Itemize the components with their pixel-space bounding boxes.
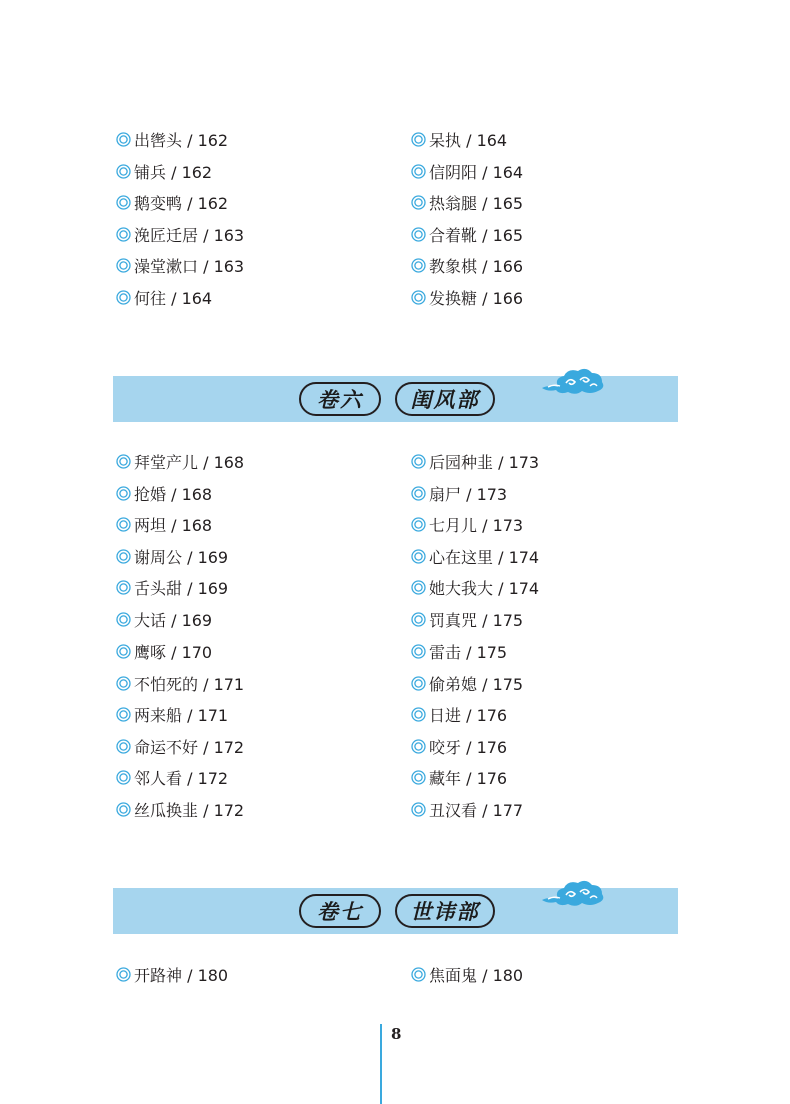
toc-entry-label: 藏年 / 176 (429, 768, 508, 788)
double-circle-icon (116, 707, 131, 722)
double-circle-icon (116, 258, 131, 273)
double-circle-icon (411, 802, 426, 817)
toc-entry[interactable] (411, 512, 523, 536)
section-header-6 (113, 376, 678, 422)
double-circle-icon (116, 517, 131, 532)
toc-entry[interactable] (411, 159, 523, 183)
toc-entry[interactable] (116, 671, 244, 695)
toc-entry[interactable] (411, 253, 523, 277)
page-number: 8 (391, 1025, 402, 1043)
toc-entry-label: 鹰啄 / 170 (134, 642, 213, 662)
toc-entry[interactable] (411, 127, 507, 151)
toc-entry[interactable] (116, 190, 228, 214)
toc-entry[interactable] (411, 639, 507, 663)
section-volume-label: 卷七 (299, 894, 381, 928)
toc-entry[interactable] (116, 512, 212, 536)
toc-entry[interactable] (116, 449, 244, 473)
toc-entry-label: 浼匠迁居 / 163 (134, 225, 245, 245)
double-circle-icon (116, 676, 131, 691)
toc-entry[interactable] (116, 253, 244, 277)
double-circle-icon (411, 195, 426, 210)
toc-entry-label: 呆执 / 164 (429, 130, 508, 150)
toc-entry[interactable] (411, 607, 523, 631)
double-circle-icon (116, 132, 131, 147)
double-circle-icon (116, 454, 131, 469)
double-circle-icon (116, 644, 131, 659)
double-circle-icon (116, 612, 131, 627)
toc-entry[interactable] (411, 797, 523, 821)
double-circle-icon (411, 517, 426, 532)
toc-entry[interactable] (116, 222, 244, 246)
toc-entry[interactable] (116, 702, 228, 726)
toc-entry-label: 两坦 / 168 (134, 515, 213, 535)
toc-entry-label: 舌头甜 / 169 (134, 578, 229, 598)
toc-entry-label: 出辔头 / 162 (134, 130, 229, 150)
toc-entry-label: 鹅变鸭 / 162 (134, 193, 229, 213)
double-circle-icon (411, 707, 426, 722)
toc-entry-label: 开路神 / 180 (134, 965, 229, 985)
section-volume-label: 卷六 (299, 382, 381, 416)
toc-entry-label: 合着靴 / 165 (429, 225, 524, 245)
double-circle-icon (116, 227, 131, 242)
double-circle-icon (411, 164, 426, 179)
double-circle-icon (116, 486, 131, 501)
toc-entry-label: 焦面鬼 / 180 (429, 965, 524, 985)
double-circle-icon (411, 132, 426, 147)
toc-entry-label: 何往 / 164 (134, 288, 213, 308)
toc-entry[interactable] (116, 765, 228, 789)
double-circle-icon (411, 486, 426, 501)
section-title: 世讳部 (395, 894, 495, 928)
section-header-7 (113, 888, 678, 934)
section-title: 闺风部 (395, 382, 495, 416)
double-circle-icon (411, 290, 426, 305)
double-circle-icon (116, 164, 131, 179)
toc-entry-label: 丝瓜换韭 / 172 (134, 800, 245, 820)
double-circle-icon (116, 580, 131, 595)
page-number-rule (380, 1024, 382, 1104)
toc-entry[interactable] (116, 734, 244, 758)
double-circle-icon (411, 549, 426, 564)
toc-entry[interactable] (411, 671, 523, 695)
toc-entry[interactable] (411, 449, 539, 473)
toc-entry[interactable] (116, 127, 228, 151)
double-circle-icon (116, 967, 131, 982)
toc-entry[interactable] (411, 285, 523, 309)
double-circle-icon (116, 770, 131, 785)
toc-entry-label: 心在这里 / 174 (429, 547, 540, 567)
toc-entry-label: 拜堂产儿 / 168 (134, 452, 245, 472)
toc-entry[interactable] (116, 639, 212, 663)
toc-entry[interactable] (116, 607, 212, 631)
toc-entry-label: 大话 / 169 (134, 610, 213, 630)
toc-entry-label: 咬牙 / 176 (429, 737, 508, 757)
toc-entry-label: 偷弟媳 / 175 (429, 674, 524, 694)
toc-entry-label: 教象棋 / 166 (429, 256, 524, 276)
toc-entry-label: 抢婚 / 168 (134, 484, 213, 504)
toc-entry[interactable] (116, 285, 212, 309)
toc-entry[interactable] (116, 481, 212, 505)
toc-entry[interactable] (116, 544, 228, 568)
double-circle-icon (411, 770, 426, 785)
toc-entry-label: 谢周公 / 169 (134, 547, 229, 567)
double-circle-icon (411, 454, 426, 469)
double-circle-icon (411, 227, 426, 242)
toc-entry-label: 热翁腿 / 165 (429, 193, 524, 213)
toc-entry[interactable] (116, 159, 212, 183)
toc-entry-label: 扇尸 / 173 (429, 484, 508, 504)
toc-entry-label: 邻人看 / 172 (134, 768, 229, 788)
toc-entry-label: 罚真咒 / 175 (429, 610, 524, 630)
toc-entry[interactable] (411, 190, 523, 214)
toc-entry-label: 命运不好 / 172 (134, 737, 245, 757)
toc-entry[interactable] (411, 702, 507, 726)
toc-entry[interactable] (411, 765, 507, 789)
toc-entry-label: 铺兵 / 162 (134, 162, 213, 182)
toc-entry[interactable] (411, 544, 539, 568)
toc-entry[interactable] (411, 962, 523, 986)
toc-entry[interactable] (116, 962, 228, 986)
double-circle-icon (411, 644, 426, 659)
toc-entry-label: 澡堂漱口 / 163 (134, 256, 245, 276)
toc-entry[interactable] (116, 575, 228, 599)
toc-entry-label: 不怕死的 / 171 (134, 674, 245, 694)
cloud-ornament-icon (540, 876, 606, 910)
double-circle-icon (411, 580, 426, 595)
toc-entry-label: 后园种韭 / 173 (429, 452, 540, 472)
double-circle-icon (411, 258, 426, 273)
double-circle-icon (116, 739, 131, 754)
toc-entry-label: 两来船 / 171 (134, 705, 229, 725)
double-circle-icon (411, 967, 426, 982)
toc-entry[interactable] (411, 575, 539, 599)
double-circle-icon (116, 195, 131, 210)
toc-entry-label: 信阴阳 / 164 (429, 162, 524, 182)
toc-entry[interactable] (411, 734, 507, 758)
double-circle-icon (411, 676, 426, 691)
toc-entry[interactable] (116, 797, 244, 821)
toc-entry-label: 她大我大 / 174 (429, 578, 540, 598)
toc-entry-label: 日进 / 176 (429, 705, 508, 725)
double-circle-icon (411, 739, 426, 754)
double-circle-icon (116, 549, 131, 564)
double-circle-icon (116, 290, 131, 305)
toc-entry-label: 丑汉看 / 177 (429, 800, 524, 820)
toc-entry-label: 雷击 / 175 (429, 642, 508, 662)
double-circle-icon (116, 802, 131, 817)
cloud-ornament-icon (540, 364, 606, 398)
toc-entry-label: 发换糖 / 166 (429, 288, 524, 308)
toc-entry[interactable] (411, 481, 507, 505)
toc-entry[interactable] (411, 222, 523, 246)
toc-entry-label: 七月儿 / 173 (429, 515, 524, 535)
double-circle-icon (411, 612, 426, 627)
